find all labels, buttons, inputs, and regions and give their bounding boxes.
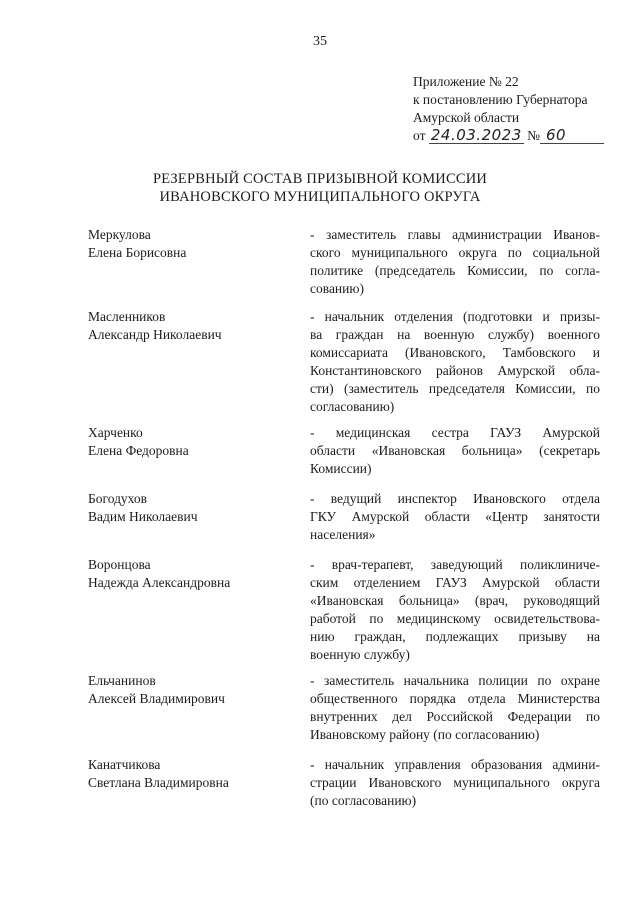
member-role-line: Комиссии)	[310, 461, 372, 476]
member-surname: Меркулова	[88, 227, 151, 242]
member-role-line: сованию)	[310, 281, 364, 296]
member-name	[88, 308, 288, 416]
member-role-line: (по согласованию)	[310, 793, 417, 808]
member-role-line: комиссариата (Ивановского, Тамбовского и	[310, 345, 600, 360]
member-name	[88, 490, 288, 544]
date-prefix: от	[413, 128, 426, 143]
member-row	[88, 226, 600, 298]
member-role	[310, 756, 600, 810]
member-role	[310, 424, 600, 478]
member-role-line: ского муниципального округа по социальной	[310, 245, 600, 260]
member-role-line: политике (председатель Комиссии, по согла-	[310, 263, 600, 278]
member-row	[88, 490, 600, 544]
member-role-line: Ивановскому району (по согласованию)	[310, 727, 540, 742]
member-role-line: общественного порядка отдела Министерства	[310, 691, 600, 706]
member-role-line: военную службу)	[310, 647, 410, 662]
member-role-line: Константиновского районов Амурской обла-	[310, 363, 600, 378]
member-name	[88, 672, 288, 744]
member-name	[88, 556, 288, 664]
appendix-decree: к постановлению Губернатора	[413, 92, 588, 107]
member-role-line: - медицинская сестра ГАУЗ Амурской	[310, 425, 600, 440]
appendix-title: Приложение № 22	[413, 74, 519, 89]
title-line-1: РЕЗЕРВНЫЙ СОСТАВ ПРИЗЫВНОЙ КОМИССИИ	[152, 171, 488, 187]
member-role-line: области «Ивановская больница» (секретарь	[310, 443, 600, 458]
member-role-line: ГКУ Амурской области «Центр занятости	[310, 509, 600, 524]
member-surname: Харченко	[88, 425, 143, 440]
member-role	[310, 226, 600, 298]
handwritten-number: 60	[540, 128, 604, 144]
member-given-name: Светлана Владимировна	[88, 775, 229, 790]
member-role-line: - начальник отделения (подготовки и призы-	[310, 309, 600, 324]
member-surname: Воронцова	[88, 557, 151, 572]
member-role-line: страции Ивановского муниципального округа	[310, 775, 600, 790]
member-role	[310, 672, 600, 744]
member-name	[88, 226, 288, 298]
member-name	[88, 756, 288, 810]
member-role-line: нию граждан, подлежащих призыву на	[310, 629, 600, 644]
member-given-name: Надежда Александровна	[88, 575, 231, 590]
member-role-line: - врач-терапевт, заведующий поликлиниче-	[310, 557, 600, 572]
document-title	[0, 170, 640, 206]
member-role-line: - заместитель начальника полиции по охране	[310, 673, 600, 688]
member-role	[310, 308, 600, 416]
member-role-line: населения»	[310, 527, 376, 542]
member-role-line: сти) (заместитель председателя Комиссии, по	[310, 381, 600, 396]
member-role-line: работой по медицинскому освидетельствова-	[310, 611, 600, 626]
member-given-name: Вадим Николаевич	[88, 509, 198, 524]
member-role-line: согласованию)	[310, 399, 395, 414]
member-role-line: - заместитель главы администрации Иванов-	[310, 227, 600, 242]
title-line-2: ИВАНОВСКОГО МУНИЦИПАЛЬНОГО ОКРУГА	[159, 189, 481, 205]
appendix-date-line	[413, 127, 628, 145]
member-surname: Богодухов	[88, 491, 148, 506]
member-role-line: ским отделением ГАУЗ Амурской области	[310, 575, 600, 590]
member-row	[88, 756, 600, 810]
appendix-region: Амурской области	[413, 110, 520, 125]
member-surname: Канатчикова	[88, 757, 161, 772]
page-number: 35	[313, 34, 327, 49]
member-surname: Масленников	[88, 309, 166, 324]
member-role	[310, 490, 600, 544]
member-role-line: - начальник управления образования админи-	[310, 757, 600, 772]
member-given-name: Александр Николаевич	[88, 327, 222, 342]
member-name	[88, 424, 288, 478]
member-given-name: Елена Борисовна	[88, 245, 187, 260]
handwritten-date: 24.03.2023	[430, 126, 522, 144]
member-surname: Ельчанинов	[88, 673, 156, 688]
member-row	[88, 556, 600, 664]
member-role	[310, 556, 600, 664]
member-role-line: «Ивановская больница» (врач, руководящий	[310, 593, 600, 608]
member-row	[88, 308, 600, 416]
member-role-line: ва граждан на военную службу) военного	[310, 327, 600, 342]
member-given-name: Алексей Владимирович	[88, 691, 225, 706]
member-given-name: Елена Федоровна	[88, 443, 189, 458]
number-prefix: №	[527, 128, 541, 143]
member-row	[88, 424, 600, 478]
member-row	[88, 672, 600, 744]
member-role-line: внутренних дел Российской Федерации по	[310, 709, 600, 724]
member-role-line: - ведущий инспектор Ивановского отдела	[310, 491, 600, 506]
appendix-block	[413, 73, 628, 145]
